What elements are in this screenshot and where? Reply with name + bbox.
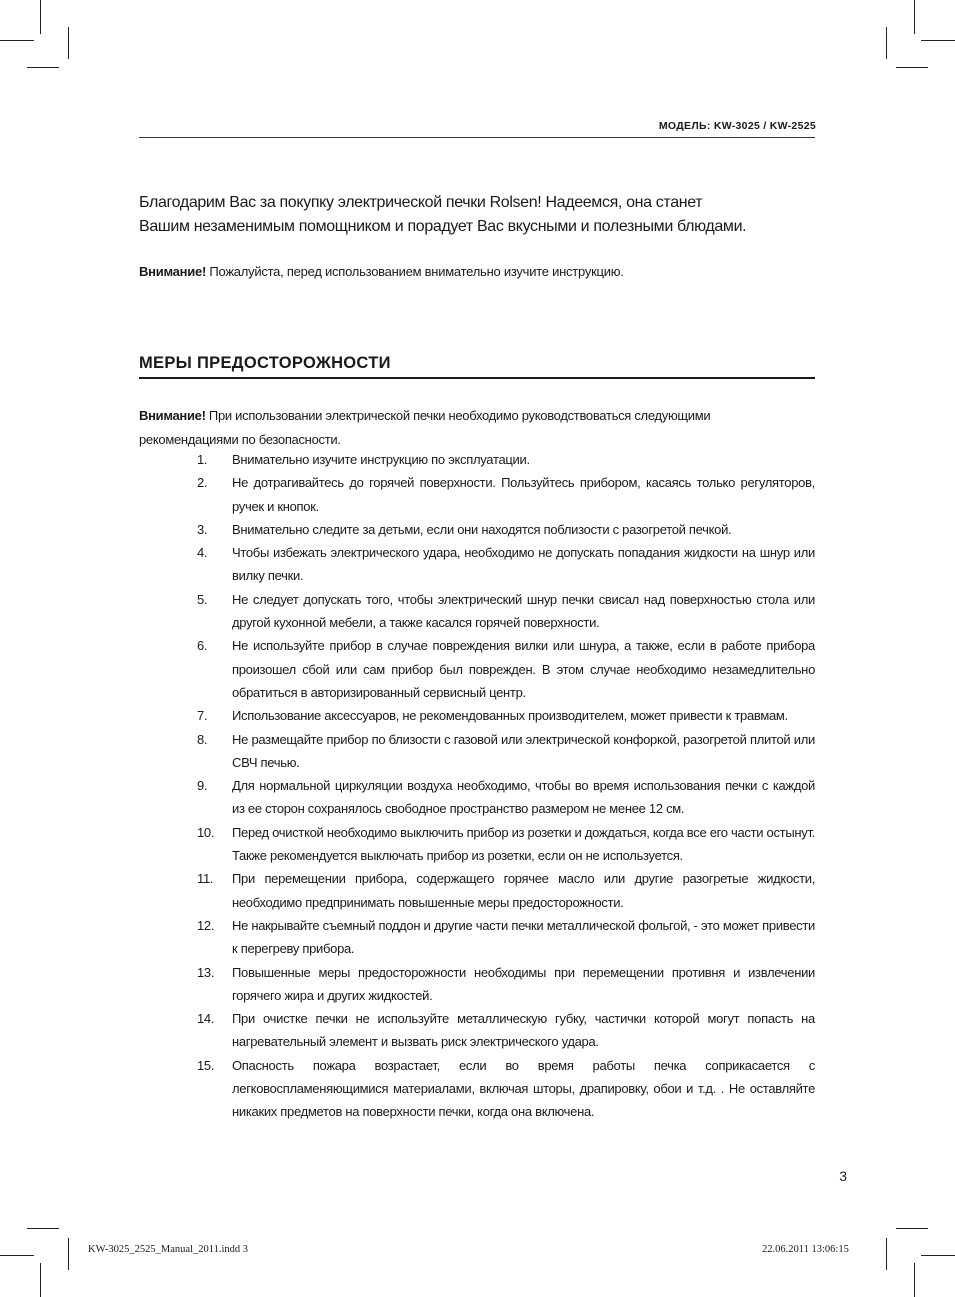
list-item-number: 6.	[197, 638, 208, 654]
list-item-text: Не дотрагивайтесь до горячей поверхности. Пользуйтесь прибором, касаясь только регуляторов, ручек и кнопок.	[232, 475, 815, 514]
section-warning-line	[139, 404, 815, 428]
list-item-number: 13.	[197, 964, 215, 980]
crop-mark	[0, 1255, 34, 1256]
list-item-number: 9.	[197, 778, 208, 794]
list-item-text: Внимательно следите за детьми, если они находятся поблизости с разогретой печкой.	[232, 521, 732, 537]
section-warning-label: Внимание!	[139, 408, 206, 423]
list-item-text: Для нормальной циркуляции воздуха необходимо, чтобы во время использования печки с каждой из ее сторон сохранялось свободное пространство размером не менее 12 см.	[232, 778, 815, 817]
attention-text: Пожалуйста, перед использованием внимательно изучите инструкцию.	[206, 264, 624, 279]
intro-line: Благодарим Вас за покупку электрической печки Rolsen! Надеемся, она станет	[139, 194, 703, 211]
page-number: 3	[839, 1168, 847, 1184]
list-item-number: 1.	[197, 452, 208, 467]
crop-mark	[914, 0, 915, 34]
intro-paragraph	[139, 191, 815, 239]
list-item-text: Внимательно изучите инструкцию по эксплуатации.	[232, 452, 530, 467]
crop-mark	[0, 40, 34, 41]
list-item-number: 14.	[197, 1011, 215, 1027]
crop-mark	[896, 1228, 928, 1229]
crop-mark	[921, 40, 955, 41]
crop-mark	[914, 1263, 915, 1297]
list-item-number: 15.	[197, 1057, 215, 1073]
list-item-text: Использование аксессуаров, не рекомендованных производителем, может привести к травмам.	[232, 708, 788, 724]
crop-mark	[40, 1263, 41, 1297]
timestamp: 22.06.2011 13:06:15	[762, 1244, 849, 1255]
crop-mark	[27, 67, 59, 68]
list-item-text: Перед очисткой необходимо выключить прибор из розетки и дождаться, когда все его части остынут. Также рекомендуется выключать прибор из розетки, если он не используется.	[232, 824, 815, 864]
precautions-list	[139, 448, 815, 1124]
list-item	[139, 1054, 815, 1124]
list-item-number: 2.	[197, 475, 208, 491]
crop-mark	[886, 27, 887, 59]
list-item-number: 10.	[197, 824, 215, 840]
crop-mark	[68, 27, 69, 59]
list-item-number: 8.	[197, 731, 208, 747]
list-item	[139, 588, 815, 635]
attention-note	[139, 264, 815, 279]
crop-mark	[886, 1238, 887, 1270]
intro-line: Вашим незаменимым помощником и порадует Вас вкусными и полезными блюдами.	[139, 218, 747, 235]
list-item	[139, 728, 815, 775]
list-item	[139, 867, 815, 914]
model-header: МОДЕЛЬ: KW-3025 / KW-2525	[658, 120, 816, 132]
list-item-number: 11.	[197, 871, 214, 887]
list-item	[139, 821, 815, 868]
list-item-text: Не накрывайте съемный поддон и другие части печки металлической фольгой, - это может привести к перегреву прибора.	[232, 917, 815, 957]
section-title: МЕРЫ ПРЕДОСТОРОЖНОСТИ	[139, 354, 391, 372]
file-slug: KW-3025_2525_Manual_2011.indd 3	[88, 1244, 249, 1255]
crop-mark	[896, 67, 928, 68]
list-item-text: Не используйте прибор в случае повреждения вилки или шнура, а также, если в работе прибора произошел сбой или сам прибор был поврежден. В этом случае необходимо незамедлительно обратиться в авторизированный сервисный центр.	[232, 638, 815, 700]
list-item-number: 7.	[197, 708, 208, 724]
list-item-text: При очистке печки не используйте металлическую губку, частички которой могут попасть на нагревательный элемент и вызвать риск электрического удара.	[232, 1011, 815, 1050]
list-item	[139, 704, 815, 727]
list-item	[139, 518, 815, 541]
list-item-number: 12.	[197, 917, 215, 933]
list-item	[139, 961, 815, 1008]
section-warning-text: При использовании электрической печки необходимо руководствоваться следующими	[205, 408, 711, 423]
list-item-text: Опасность пожара возрастает, если во время работы печка соприкасается с легковоспламеняющимися материалами, включая шторы, драпировку, обои и т.д. . Не оставляйте никаких предметов на поверхности печки, когда она включена.	[232, 1057, 815, 1120]
attention-label: Внимание!	[139, 264, 207, 279]
list-item	[139, 914, 815, 961]
section-warning	[139, 404, 815, 452]
list-item-text: Не размещайте прибор по близости с газовой или электрической конфоркой, разогретой плитой или СВЧ печью.	[232, 731, 815, 770]
crop-mark	[27, 1228, 59, 1229]
list-item	[139, 774, 815, 821]
list-item-text: Не следует допускать того, чтобы электрический шнур печки свисал над поверхностью стола или другой кухонной мебели, а также касался горячей поверхности.	[232, 591, 815, 631]
section-warning-line: рекомендациями по безопасности.	[139, 432, 341, 447]
header-rule	[139, 137, 815, 138]
list-item-text: При перемещении прибора, содержащего горячее масло или другие разогретые жидкости, необходимо предпринимать повышенные меры предосторожности.	[232, 871, 815, 910]
list-item-number: 4.	[197, 545, 208, 561]
list-item	[139, 541, 815, 588]
list-item-text: Чтобы избежать электрического удара, необходимо не допускать попадания жидкости на шнур или вилку печки.	[232, 545, 815, 584]
crop-mark	[921, 1255, 955, 1256]
list-item-number: 5.	[197, 591, 208, 607]
list-item-number: 3.	[197, 521, 208, 537]
crop-mark	[68, 1238, 69, 1270]
section-rule	[139, 377, 815, 379]
list-item	[139, 634, 815, 704]
list-item-text: Повышенные меры предосторожности необходимы при перемещении противня и извлечении горячего жира и других жидкостей.	[232, 964, 815, 1003]
list-item	[139, 471, 815, 518]
crop-mark	[40, 0, 41, 34]
list-item	[139, 1007, 815, 1054]
list-item	[139, 448, 815, 471]
